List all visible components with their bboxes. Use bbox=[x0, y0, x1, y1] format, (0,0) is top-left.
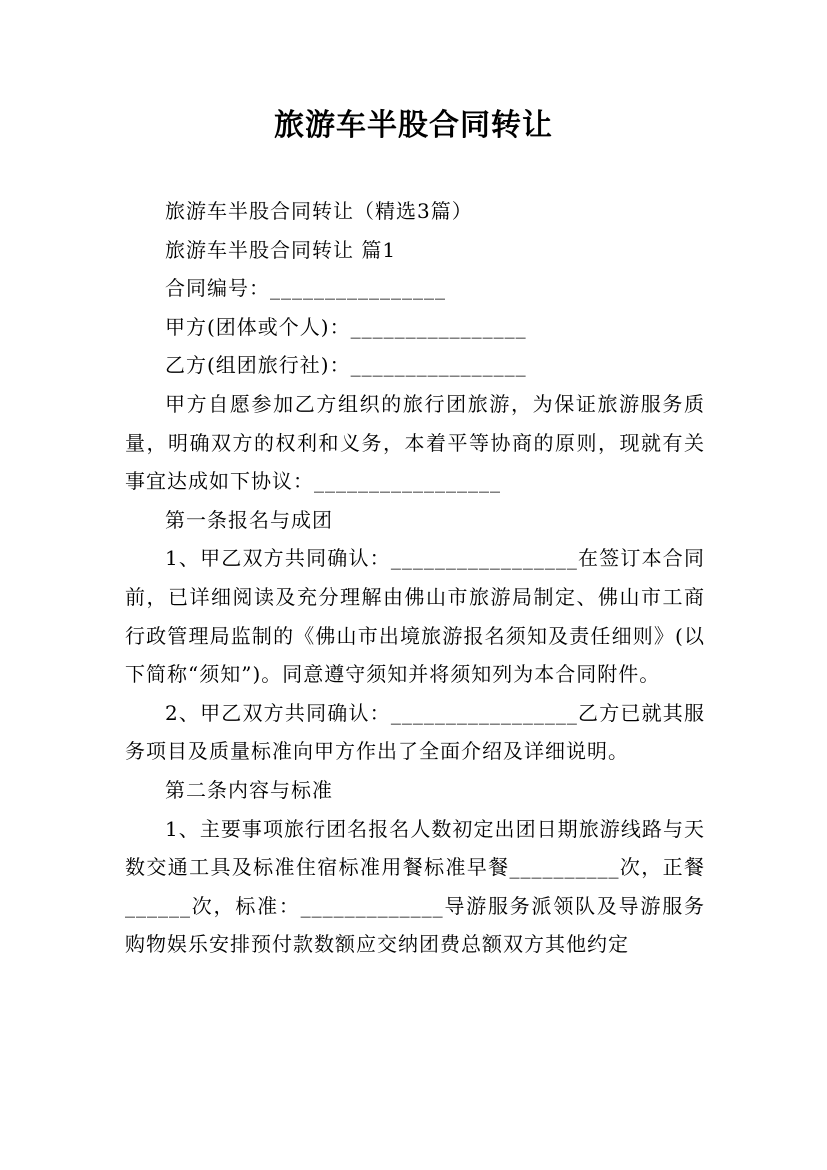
paragraph-article-1-heading: 第一条报名与成团 bbox=[165, 507, 333, 532]
paragraph-contract-number: 合同编号：________________ bbox=[165, 276, 446, 301]
paragraph-article-1-clause-1: 1、甲乙双方共同确认：_________________在签订本合同前，已详细阅读及充分理解由佛山市旅游局制定、佛山市工商行政管理局监制的《佛山市出境旅游报名须知及责任细则》(以下简称“须知”)。同意遵守须知并将须知列为本合同附件。 bbox=[125, 546, 705, 687]
paragraph-article-2-heading: 第二条内容与标准 bbox=[165, 777, 333, 802]
paragraph-article-2-clause-1: 1、主要事项旅行团名报名人数初定出团日期旅游线路与天数交通工具及标准住宿标准用餐标准早餐__________次，正餐______次，标准：_____________导游服务派领队及导游服务购物娱乐安排预付款数额应交纳团费总额双方其他约定 bbox=[125, 816, 705, 957]
paragraph-subtitle: 旅游车半股合同转让（精选3篇） bbox=[165, 199, 473, 223]
paragraph-party-a: 甲方(团体或个人)：________________ bbox=[165, 314, 527, 339]
document-title: 旅游车半股合同转让 bbox=[274, 108, 553, 143]
paragraph-preamble: 甲方自愿参加乙方组织的旅行团旅游，为保证旅游服务质量，明确双方的权利和义务，本着平等协商的原则，现就有关事宜达成如下协议：_________________ bbox=[125, 391, 705, 494]
paragraph-party-b: 乙方(组团旅行社)：________________ bbox=[165, 353, 527, 378]
document-body bbox=[125, 192, 705, 964]
paragraph-section-heading: 旅游车半股合同转让 篇1 bbox=[165, 237, 397, 262]
paragraph-article-1-clause-2: 2、甲乙双方共同确认：_________________乙方已就其服务项目及质量标准向甲方作出了全面介绍及详细说明。 bbox=[125, 700, 705, 764]
